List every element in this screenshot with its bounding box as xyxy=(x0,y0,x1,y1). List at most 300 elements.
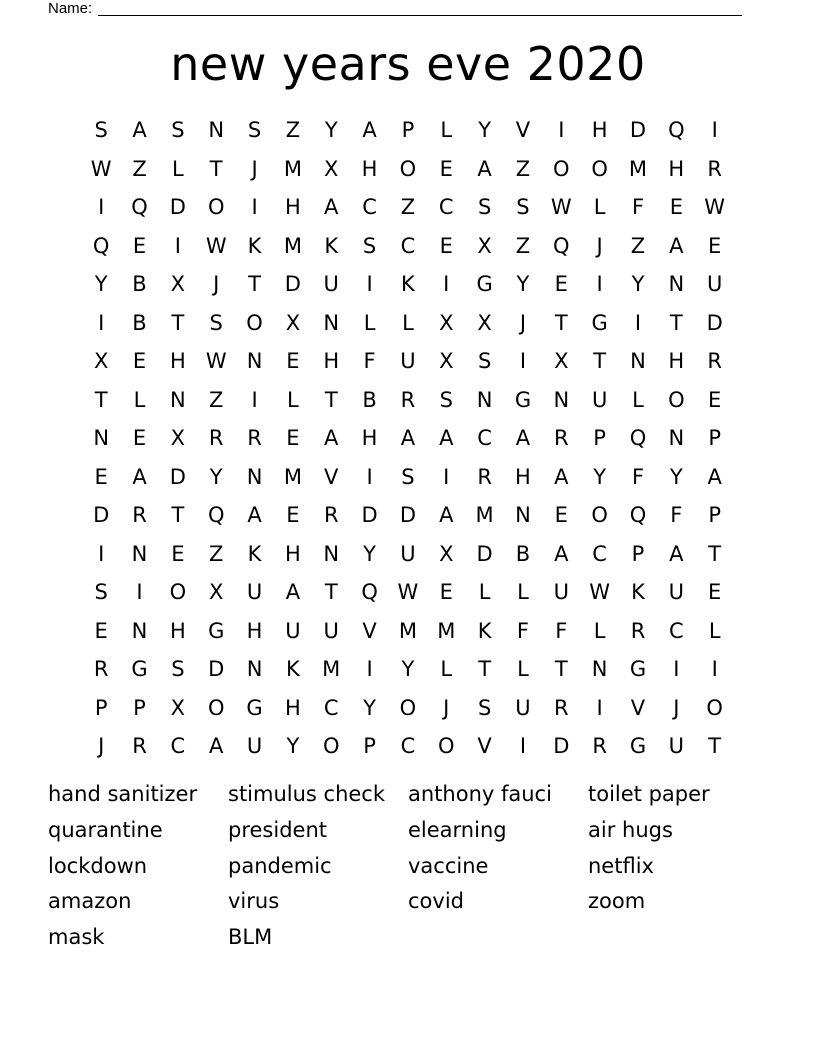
grid-letter: F xyxy=(631,195,645,219)
grid-letter: K xyxy=(324,233,339,258)
grid-letter: Z xyxy=(515,233,531,258)
grid-letter: Y xyxy=(593,464,607,489)
grid-letter: S xyxy=(439,387,453,412)
grid-letter: M xyxy=(283,156,302,181)
grid-letter: X xyxy=(285,310,301,335)
grid-letter: I xyxy=(251,195,258,219)
grid-letter: N xyxy=(630,349,646,373)
grid-row xyxy=(82,650,734,689)
grid-letter: P xyxy=(363,734,376,758)
grid-letter: I xyxy=(673,657,680,681)
grid-letter: E xyxy=(94,618,108,643)
grid-letter: N xyxy=(668,426,685,450)
grid-letter: A xyxy=(554,464,569,489)
grid-letter: O xyxy=(207,695,225,720)
grid-letter: T xyxy=(171,310,185,335)
grid-letter: S xyxy=(171,118,185,142)
grid-letter: M xyxy=(283,464,302,489)
grid-letter: F xyxy=(670,503,683,527)
grid-letter: N xyxy=(323,310,340,335)
grid-letter: J xyxy=(98,734,105,758)
grid-letter: N xyxy=(476,387,493,412)
grid-letter: I xyxy=(366,272,373,296)
grid-letter: A xyxy=(669,233,684,258)
grid-row xyxy=(82,727,734,766)
grid-letter: A xyxy=(324,426,339,450)
grid-letter: P xyxy=(593,426,606,450)
grid-letter: V xyxy=(324,464,339,489)
grid-letter: B xyxy=(132,310,147,335)
grid-letter: Y xyxy=(516,272,530,296)
grid-letter: J xyxy=(519,310,527,335)
grid-letter: X xyxy=(170,426,186,450)
grid-letter: R xyxy=(630,618,646,643)
grid-letter: L xyxy=(287,387,299,412)
grid-letter: J xyxy=(673,695,680,720)
grid-letter: T xyxy=(248,272,261,296)
grid-letter: P xyxy=(94,695,108,720)
grid-letter: U xyxy=(285,618,301,643)
grid-letter: K xyxy=(401,272,415,296)
grid-letter: T xyxy=(324,387,338,412)
grid-letter: G xyxy=(246,695,263,720)
grid-letter: Z xyxy=(630,233,646,258)
word-list-item: amazon xyxy=(48,889,132,914)
grid-letter: Y xyxy=(363,695,376,720)
grid-letter: N xyxy=(553,387,570,412)
grid-letter: I xyxy=(98,541,105,566)
grid-letter: U xyxy=(591,387,608,412)
grid-letter: I xyxy=(711,657,718,681)
grid-letter: O xyxy=(553,156,570,181)
grid-letter: P xyxy=(133,695,146,720)
grid-letter: R xyxy=(477,464,492,489)
grid-letter: W xyxy=(205,233,227,258)
word-list-item: BLM xyxy=(228,925,273,949)
grid-letter: D xyxy=(553,734,570,758)
grid-letter: L xyxy=(363,310,376,335)
grid-letter: W xyxy=(90,156,112,181)
grid-letter: A xyxy=(400,426,416,450)
grid-letter: B xyxy=(515,541,531,566)
grid-letter: S xyxy=(477,195,492,219)
grid-letter: H xyxy=(361,426,378,450)
grid-letter: E xyxy=(669,195,683,219)
grid-letter: L xyxy=(632,387,644,412)
grid-row xyxy=(82,265,734,304)
grid-letter: P xyxy=(631,541,645,566)
grid-letter: D xyxy=(284,272,301,296)
grid-letter: O xyxy=(399,695,417,720)
grid-letter: C xyxy=(668,618,684,643)
grid-row xyxy=(82,227,734,266)
grid-letter: U xyxy=(400,541,416,566)
grid-letter: L xyxy=(440,657,453,681)
grid-letter: L xyxy=(517,657,529,681)
grid-row xyxy=(82,573,734,612)
grid-letter: Q xyxy=(131,195,148,219)
grid-letter: N xyxy=(323,541,340,566)
grid-letter: E xyxy=(439,580,453,604)
grid-letter: J xyxy=(443,695,450,720)
grid-letter: X xyxy=(93,349,109,373)
grid-letter: E xyxy=(171,541,185,566)
grid-row xyxy=(82,188,734,227)
grid-letter: I xyxy=(596,695,603,720)
grid-letter: A xyxy=(209,734,224,758)
grid-letter: P xyxy=(708,426,721,450)
grid-letter: S xyxy=(477,349,492,373)
grid-letter: I xyxy=(634,310,642,335)
grid-letter: W xyxy=(704,195,726,219)
grid-letter: H xyxy=(169,618,186,643)
grid-letter: E xyxy=(708,580,722,604)
grid-letter: Y xyxy=(478,118,492,142)
grid-row xyxy=(82,342,734,381)
grid-letter: E xyxy=(286,349,300,373)
grid-letter: C xyxy=(400,734,416,758)
grid-letter: E xyxy=(439,156,453,181)
grid-letter: R xyxy=(93,657,109,681)
grid-letter: T xyxy=(171,503,185,527)
grid-letter: L xyxy=(593,618,606,643)
grid-letter: W xyxy=(397,580,419,604)
grid-letter: O xyxy=(668,387,685,412)
name-underline xyxy=(98,14,742,16)
grid-letter: T xyxy=(94,387,108,412)
grid-letter: A xyxy=(362,118,377,142)
word-list xyxy=(48,777,768,956)
grid-letter: D xyxy=(399,503,416,527)
grid-letter: G xyxy=(629,657,647,681)
grid-letter: N xyxy=(246,657,263,681)
grid-letter: O xyxy=(591,503,608,527)
grid-letter: P xyxy=(401,118,415,142)
grid-letter: O xyxy=(438,734,455,758)
grid-letter: R xyxy=(707,156,722,181)
grid-letter: A xyxy=(132,464,147,489)
grid-letter: Z xyxy=(132,156,147,181)
grid-letter: O xyxy=(322,734,340,758)
grid-letter: E xyxy=(554,503,568,527)
grid-letter: V xyxy=(477,734,492,758)
grid-letter: J xyxy=(596,233,603,258)
grid-letter: T xyxy=(478,657,492,681)
grid-row xyxy=(82,496,734,535)
grid-letter: I xyxy=(711,118,718,142)
grid-letter: E xyxy=(554,272,568,296)
grid-letter: D xyxy=(706,310,723,335)
grid-letter: R xyxy=(554,695,569,720)
grid-letter: A xyxy=(707,464,722,489)
grid-letter: C xyxy=(477,426,492,450)
word-list-item: president xyxy=(228,817,327,842)
grid-letter: E xyxy=(286,503,300,527)
grid-letter: I xyxy=(366,464,373,489)
word-list-item: mask xyxy=(48,925,105,949)
grid-row xyxy=(82,419,734,458)
grid-letter: N xyxy=(246,349,263,373)
grid-letter: F xyxy=(363,349,376,373)
grid-row xyxy=(82,304,734,343)
grid-letter: C xyxy=(362,195,377,219)
grid-letter: Y xyxy=(324,118,338,142)
grid-letter: X xyxy=(554,349,569,373)
word-list-item: zoom xyxy=(588,889,646,914)
grid-letter: O xyxy=(706,695,723,720)
word-list-item: stimulus check xyxy=(228,782,386,806)
grid-letter: H xyxy=(284,195,301,219)
grid-letter: Y xyxy=(401,657,415,681)
grid-letter: V xyxy=(630,695,646,720)
grid-row xyxy=(82,689,734,728)
grid-letter: I xyxy=(443,272,450,296)
grid-row xyxy=(82,458,734,497)
grid-row xyxy=(82,535,734,574)
grid-letter: S xyxy=(94,118,108,142)
grid-letter: A xyxy=(247,503,262,527)
grid-letter: U xyxy=(323,618,339,643)
grid-letter: U xyxy=(400,349,416,373)
grid-letter: W xyxy=(205,349,227,373)
grid-letter: N xyxy=(246,464,263,489)
grid-letter: I xyxy=(98,195,105,219)
grid-letter: X xyxy=(439,349,454,373)
grid-letter: S xyxy=(209,310,223,335)
grid-letter: D xyxy=(629,118,647,142)
word-list-item: anthony fauci xyxy=(408,782,552,806)
grid-letter: I xyxy=(98,310,105,335)
grid-letter: U xyxy=(706,272,723,296)
grid-letter: K xyxy=(631,580,645,604)
grid-letter: W xyxy=(589,580,611,604)
grid-letter: C xyxy=(323,695,339,720)
grid-letter: U xyxy=(515,695,531,720)
grid-letter: Z xyxy=(515,156,531,181)
grid-letter: A xyxy=(669,541,684,566)
word-list-item: vaccine xyxy=(408,853,489,878)
grid-letter: B xyxy=(132,272,147,296)
grid-letter: D xyxy=(361,503,378,527)
grid-letter: I xyxy=(136,580,143,604)
grid-letter: R xyxy=(208,426,224,450)
grid-letter: S xyxy=(94,580,108,604)
grid-letter: G xyxy=(514,387,532,412)
grid-letter: D xyxy=(208,657,225,681)
puzzle-title: new years eve 2020 xyxy=(170,37,646,91)
grid-letter: X xyxy=(477,310,492,335)
grid-letter: Y xyxy=(286,734,300,758)
grid-letter: H xyxy=(515,464,531,489)
grid-letter: H xyxy=(246,618,263,643)
grid-letter: M xyxy=(475,503,494,527)
grid-letter: H xyxy=(169,349,186,373)
grid-letter: G xyxy=(208,618,225,643)
grid-letter: G xyxy=(131,657,148,681)
grid-letter: T xyxy=(593,349,607,373)
grid-letter: S xyxy=(477,695,492,720)
grid-letter: L xyxy=(402,310,414,335)
word-list-item: toilet paper xyxy=(588,782,710,806)
grid-letter: K xyxy=(247,233,262,258)
grid-letter: L xyxy=(517,580,529,604)
grid-letter: I xyxy=(174,233,181,258)
grid-letter: C xyxy=(400,233,416,258)
word-list-item: covid xyxy=(408,889,464,914)
grid-row xyxy=(82,381,734,420)
grid-letter: Z xyxy=(209,541,224,566)
grid-letter: R xyxy=(592,734,607,758)
grid-letter: H xyxy=(591,118,608,142)
grid-letter: D xyxy=(93,503,110,527)
grid-letter: T xyxy=(554,657,568,681)
grid-letter: D xyxy=(169,464,186,489)
grid-letter: M xyxy=(322,657,341,681)
grid-letter: A xyxy=(554,541,569,566)
grid-letter: S xyxy=(247,118,262,142)
grid-letter: E xyxy=(132,426,147,450)
grid-letter: M xyxy=(437,618,456,643)
grid-row xyxy=(82,111,734,150)
grid-letter: P xyxy=(708,503,721,527)
word-list-item: lockdown xyxy=(48,853,148,878)
grid-letter: V xyxy=(515,118,531,142)
grid-letter: R xyxy=(707,349,722,373)
grid-letter: E xyxy=(439,233,453,258)
word-list-item: pandemic xyxy=(228,853,332,878)
grid-letter: C xyxy=(170,734,186,758)
grid-letter: I xyxy=(519,734,527,758)
grid-letter: R xyxy=(400,387,416,412)
letter-grid xyxy=(82,111,734,766)
grid-row xyxy=(82,612,734,651)
grid-letter: I xyxy=(558,118,565,142)
grid-letter: N xyxy=(591,657,608,681)
grid-letter: Q xyxy=(207,503,225,527)
grid-letter: Y xyxy=(209,464,223,489)
grid-letter: I xyxy=(251,387,258,412)
grid-letter: L xyxy=(478,580,491,604)
grid-letter: O xyxy=(207,195,225,219)
grid-letter: N xyxy=(93,426,110,450)
grid-letter: M xyxy=(628,156,648,181)
grid-row xyxy=(82,150,734,189)
grid-letter: Z xyxy=(285,118,301,142)
grid-letter: O xyxy=(169,580,187,604)
grid-letter: E xyxy=(132,233,147,258)
grid-letter: L xyxy=(593,195,606,219)
grid-letter: X xyxy=(439,310,454,335)
grid-letter: A xyxy=(132,118,147,142)
grid-letter: Y xyxy=(631,272,645,296)
grid-letter: X xyxy=(170,695,186,720)
grid-letter: E xyxy=(708,387,722,412)
grid-letter: D xyxy=(476,541,493,566)
grid-letter: C xyxy=(592,541,607,566)
grid-letter: D xyxy=(169,195,186,219)
grid-letter: T xyxy=(554,310,568,335)
grid-letter: G xyxy=(476,272,493,296)
grid-letter: F xyxy=(631,464,645,489)
grid-letter: A xyxy=(439,503,454,527)
word-list-item: elearning xyxy=(408,817,507,842)
grid-letter: N xyxy=(515,503,531,527)
grid-letter: I xyxy=(443,464,450,489)
grid-letter: X xyxy=(477,233,492,258)
grid-letter: R xyxy=(132,503,147,527)
grid-letter: Z xyxy=(209,387,224,412)
grid-letter: H xyxy=(361,156,378,181)
grid-letter: H xyxy=(668,349,685,373)
grid-letter: E xyxy=(708,233,722,258)
grid-letter: T xyxy=(209,156,223,181)
grid-letter: Q xyxy=(361,580,378,604)
grid-letter: G xyxy=(629,734,647,758)
grid-letter: S xyxy=(362,233,377,258)
grid-letter: Y xyxy=(669,464,683,489)
word-list-item: hand sanitizer xyxy=(48,782,198,806)
grid-letter: H xyxy=(323,349,340,373)
grid-letter: K xyxy=(286,657,300,681)
grid-letter: U xyxy=(668,734,685,758)
grid-letter: O xyxy=(591,156,608,181)
grid-letter: H xyxy=(284,541,301,566)
grid-letter: N xyxy=(208,118,225,142)
grid-letter: S xyxy=(516,195,530,219)
grid-letter: Q xyxy=(553,233,570,258)
grid-letter: J xyxy=(251,156,258,181)
grid-letter: U xyxy=(246,580,263,604)
grid-letter: A xyxy=(285,580,301,604)
grid-letter: O xyxy=(399,156,417,181)
word-list-item: virus xyxy=(228,889,280,914)
grid-letter: X xyxy=(170,272,186,296)
grid-letter: Y xyxy=(94,272,108,296)
grid-letter: I xyxy=(366,657,373,681)
grid-letter: H xyxy=(284,695,301,720)
grid-letter: L xyxy=(708,618,721,643)
grid-letter: X xyxy=(209,580,224,604)
grid-letter: T xyxy=(708,541,722,566)
grid-letter: R xyxy=(247,426,262,450)
grid-letter: E xyxy=(94,464,108,489)
grid-letter: A xyxy=(439,426,454,450)
grid-letter: I xyxy=(596,272,603,296)
grid-letter: E xyxy=(132,349,147,373)
grid-letter: U xyxy=(246,734,263,758)
grid-letter: R xyxy=(323,503,339,527)
grid-letter: X xyxy=(439,541,454,566)
grid-letter: S xyxy=(401,464,415,489)
grid-letter: N xyxy=(170,387,186,412)
grid-letter: A xyxy=(477,156,492,181)
grid-letter: I xyxy=(519,349,527,373)
grid-letter: R xyxy=(554,426,569,450)
grid-letter: L xyxy=(172,156,184,181)
grid-letter: S xyxy=(171,657,185,681)
grid-letter: H xyxy=(668,156,685,181)
grid-letter: A xyxy=(515,426,531,450)
grid-letter: Z xyxy=(400,195,416,219)
grid-letter: Y xyxy=(363,541,376,566)
word-list-item: netflix xyxy=(588,853,654,878)
grid-letter: M xyxy=(398,618,417,643)
grid-letter: J xyxy=(213,272,220,296)
grid-letter: V xyxy=(362,618,377,643)
grid-letter: O xyxy=(246,310,263,335)
grid-letter: M xyxy=(283,233,302,258)
grid-letter: E xyxy=(286,426,300,450)
